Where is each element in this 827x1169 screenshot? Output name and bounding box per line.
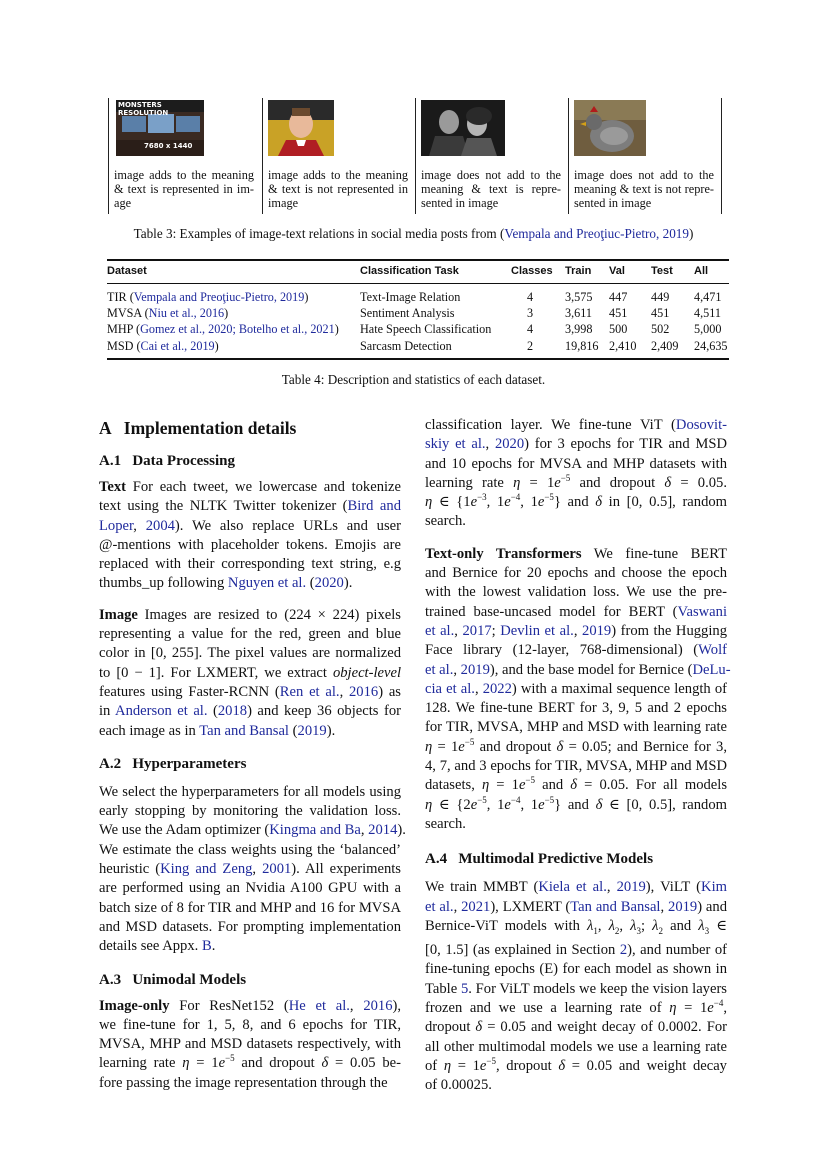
citation-link[interactable]: Kiela et al. [538,879,607,896]
example-caption-4: image does not add to the meaning & text is not repre- sented in image [574,168,714,210]
citation-link[interactable]: 2014 [368,822,398,839]
citation-link[interactable]: 2021 [461,898,491,915]
citation-link[interactable]: Tan and Bansal [570,898,661,915]
table-4-caption: Table 4: Description and statistics of each dataset. [281,372,546,387]
citation-link[interactable]: 2019 [668,898,698,915]
citation-link[interactable]: Niu et al., 2016 [148,306,225,320]
example-caption-1: image adds to the meaning & text is represented in im- age [114,168,254,210]
citation-link[interactable]: skiy et al. [425,436,486,453]
paragraph-image: Image Images are resized to (224 × 224) pixels representing a value for the red, green and blue color in [0, 255]. The pixel values are normalized to [0 − 1]. For LXMERT, we extract object-level features using Faster-RCNN (Ren et al., 2016) as in Anderson et al. (2018) and keep 36 objects for each image as in Tan and Bansal (2019). [99,606,401,739]
citation-link[interactable]: Vaswani [677,603,727,620]
citation-link[interactable]: King and Zeng [160,861,253,878]
header-classes: Classes [511,265,553,277]
citation-link[interactable]: Kingma and Ba [269,822,361,839]
citation-link[interactable]: Vempala and Preoţiuc-Pietro, 2019 [504,226,689,241]
example-image-1 [116,100,204,156]
citation-link[interactable]: Nguyen et al. [227,575,307,592]
header-task: Classification Task [360,265,459,277]
example-image-4 [574,100,662,156]
subsection-a2-title: A.2 Hyperparameters [99,755,247,772]
table-divider [721,98,722,214]
citation-link[interactable]: Bird and [347,498,401,515]
paragraph-vit: classification layer. We fine-tune ViT (Dosovit- skiy et al., 2020) for 3 epochs for TIR and MSD and 10 epochs for MVSA and MHP datasets with learning rate $\eta = 1e^{-5}$ and dropout δ = 0.05. η ∈ {$1e^{-3}$, $1e^{-4}$, $1e^{-5}$} and δ in [0, 0.5], random search. [425,417,728,530]
citation-link[interactable]: 2019 [460,661,490,678]
right-column [425,416,731,1095]
example-caption-3: image does not add to the meaning & text is repre- sented in image [421,168,561,210]
citation-link[interactable]: 2022 [482,680,512,697]
header-val: Val [609,265,625,277]
header-train: Train [565,265,592,277]
citation-link[interactable]: 2019 [297,722,327,739]
paragraph-text: Text For each tweet, we lowercase and tokenize text using the NLTK Twitter tokenizer (Bird and Loper, 2004). We also replace URLs and user @-mentions with placeholder tokens. Emojis are replaced with their corresponding text string, e.g thumbs_up following Nguyen et al. (2020). [99,479,401,592]
subsection-a4-title: A.4 Multimodal Predictive Models [425,851,654,868]
table-link[interactable]: 5 [460,980,469,997]
example-cell-4 [568,98,714,214]
example-image-2 [268,100,356,156]
citation-link[interactable]: Loper [99,517,134,534]
citation-link[interactable]: 2017 [462,622,492,639]
citation-link[interactable]: Wolf [698,642,727,659]
paragraph-multimodal: We train MMBT (Kiela et al., 2019), ViLT (Kim et al., 2021), LXMERT (Tan and Bansal, 2019) and Bernice-ViT models with $\lambda_1$, $\lambda_2$, $\lambda_3$; $\lambda_2$ and $\lambda_3$ ∈ [0, 1.5] (as explained in Section 2), and number of fine-tuning epochs (E) for each model as shown in Table 5. For ViLT models we keep the vision layers frozen and we use a learning rate of $\eta = 1e^{-4}$, dropout δ = 0.05 and weight decay of 0.0002. For all other multimodal models we use a learning rate of $\eta = 1e^{-5}$, dropout δ = 0.05 and weight decay of 0.00025. [425,879,728,1094]
example-cell-3 [415,98,561,214]
citation-link[interactable]: 2020 [494,436,525,453]
overlay-bottom-text: 7680 x 1440 [144,142,193,150]
section-link[interactable]: 2 [619,942,628,959]
citation-link[interactable]: et al. [425,622,455,639]
citation-link[interactable]: et al. [425,898,454,915]
citation-link[interactable]: 2018 [217,703,248,720]
citation-link[interactable]: Anderson et al. [115,703,208,720]
subsection-a3-title: A.3 Unimodal Models [99,971,247,988]
table-3-caption: Table 3: Examples of image-text relations in social media posts from (Vempala and Preoţiuc-Pietro, 2019) [133,226,694,241]
citation-link[interactable]: Vempala and Preoţiuc-Pietro, 2019 [133,290,305,304]
example-cell-2 [262,98,408,214]
section-title: A Implementation details [99,418,297,438]
paragraph-hyperparameters: We select the hyperparameters for all models using early stopping by monitoring the validation loss. We use the Adam optimizer (Kingma and Ba, 2014). We estimate the class weights using the ‘balanced’ heuristic (King and Zeng, 2001). All experiments are performed using an Nvidia A100 GPU with a batch size of 8 for TIR and MHP and 16 for MVSA and MSD datasets. For prompting implementation details see Appx. B. [99,783,406,955]
citation-link[interactable]: Cai et al., 2019 [140,339,215,353]
paragraph-image-only: Image-only For ResNet152 (He et al., 2016), we fine-tune for 1, 5, 8, and 6 epochs for TIR, MVSA, MHP and MSD datasets respectively, with learning rate $\eta = 1e^{-5}$ and dropout δ = 0.05 be- fore passing the image representation through the [99,997,402,1091]
left-column [99,416,406,1093]
citation-link[interactable]: cia et al. [425,680,475,697]
citation-link[interactable]: 2019 [616,879,646,896]
citation-link[interactable]: Kim [701,879,727,896]
citation-link[interactable]: 2004 [145,517,175,534]
citation-link[interactable]: 2020 [314,575,344,592]
citation-link[interactable]: Devlin et al. [500,622,574,639]
citation-link[interactable]: 2016 [349,683,379,700]
table-3-image-examples [108,98,722,214]
subsection-a1-title: A.1 Data Processing [99,453,235,469]
overlay-top-text: MONSTERS RESOLUTION [118,101,169,117]
table-divider [108,98,109,214]
citation-link[interactable]: Tan and Bansal [199,722,289,739]
example-caption-2: image adds to the meaning & text is not represented in image [268,168,408,210]
paragraph-text-only-transformers: Text-only Transformers We fine-tune BERT and Bernice for 20 epochs and choose the epoch with the lowest validation loss. We use the pre- trained base-uncased model for BERT (Vaswani et al., 2017; Devlin et al., 2019) from the Hugging Face library (12-layer, 768-dimensional) (Wolf et al., 2019), and the base model for Bernice (DeLu- cia et al., 2022) with a maximal sequence length of 128. We fine-tune BERT for 3, 9, 5 and 2 epochs for TIR, MVSA, MHP and MSD with learning rate $\eta = 1e^{-5}$ and dropout δ = 0.05; and Bernice for 3, 4, 7, and 3 epochs for TIR, MVSA, MHP and MSD datasets, $\eta = 1e^{-5}$ and δ = 0.05. For all models η ∈ {$2e^{-5}$, $1e^{-4}$, $1e^{-5}$} and δ ∈ [0, 0.5], random search. [425,545,731,832]
citation-link[interactable]: et al. [425,661,454,678]
example-cell-1 [108,98,254,214]
citation-link[interactable]: DeLu- [692,661,731,678]
citation-link[interactable]: Gomez et al., 2020; Botelho et al., 2021 [140,322,335,336]
citation-link[interactable]: 2019 [582,622,612,639]
citation-link[interactable]: He et al. [288,997,350,1014]
header-all: All [694,265,709,277]
header-test: Test [651,265,673,277]
citation-link[interactable]: Ren et al. [279,683,340,700]
citation-link[interactable]: Dosovit- [675,417,727,433]
appendix-link[interactable]: B [201,938,212,955]
example-image-3 [421,100,509,156]
citation-link[interactable]: 2016 [363,997,393,1014]
citation-link[interactable]: 2001 [262,861,292,878]
header-dataset: Dataset [107,265,147,277]
